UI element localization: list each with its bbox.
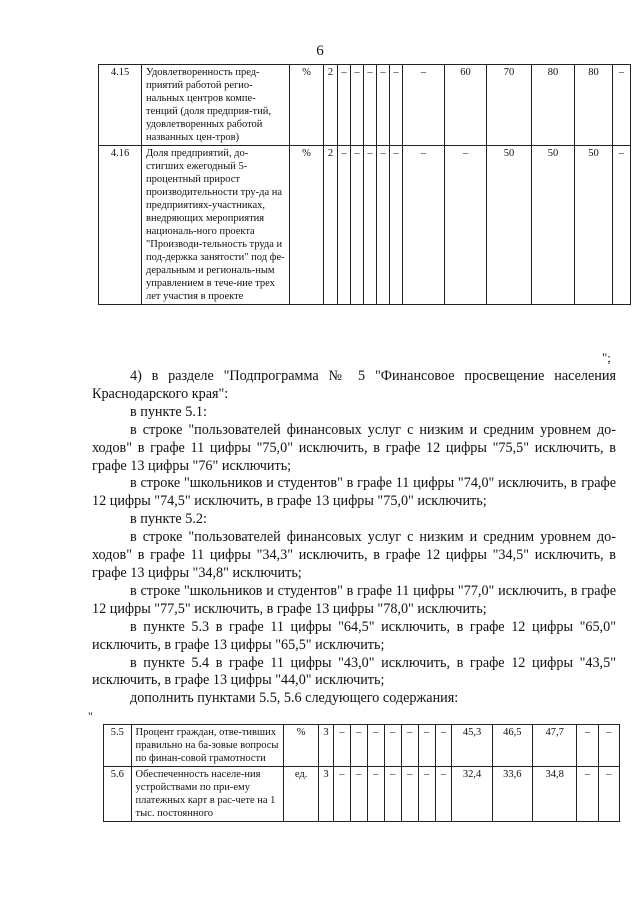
- row-dash: –: [367, 767, 384, 822]
- paragraph: в строке "пользователей финансовых услуг с низким и средним уровнем до-ходов" в графе 11 цифры "34,3" исключить, в графе 12 цифры "34,5" исключить, в графе 13 цифры "34,8" исключить;: [92, 529, 616, 581]
- row-col-12: 46,5: [492, 725, 532, 767]
- row-dash: –: [364, 146, 377, 305]
- paragraph: в пункте 5.3 в графе 11 цифры "64,5" исключить, в графе 12 цифры "65,0" исключить, в графе 13 цифры "65,5" исключить;: [92, 618, 616, 653]
- row-dash: –: [418, 767, 435, 822]
- row-col-13: 50: [532, 146, 575, 305]
- row-dash: –: [338, 146, 351, 305]
- row-description: Доля предприятий, до-стигших ежегодный 5-процентный прирост производительности тру-да на предприятиях-участниках, внедряющих мероприятия националь-ного проекта "Производи-тельность труда и под-держка занятости" под фе-деральным и региональ-ным управлением в тече-ние трех лет участия в проекте: [142, 146, 290, 305]
- row-number: 5.6: [104, 767, 132, 822]
- row-unit: %: [290, 65, 324, 146]
- row-col-11: 45,3: [452, 725, 492, 767]
- row-dash: –: [384, 725, 401, 767]
- row-col-4: 3: [319, 767, 334, 822]
- row-description: Удовлетворенность пред-приятий работой регио-нальных центров компе-тенций (доля предприя-тий, удовлетворенных работой названных цен-тров): [142, 65, 290, 146]
- row-col-14: 80: [575, 65, 613, 146]
- row-unit: %: [290, 146, 324, 305]
- indicator-table-bottom: [103, 724, 620, 822]
- table-row: [104, 725, 620, 767]
- row-col-11: 60: [445, 65, 487, 146]
- row-col-12: 70: [487, 65, 532, 146]
- indicator-table-top: [98, 64, 631, 305]
- row-col-13: 80: [532, 65, 575, 146]
- row-col-12: 50: [487, 146, 532, 305]
- paragraph: в строке "школьников и студентов" в графе 11 цифры "74,0" исключить, в графе 12 цифры "74,5" исключить, в графе 13 цифры "75,0" исключить;: [92, 475, 616, 510]
- row-dash: –: [333, 767, 350, 822]
- row-number: 4.16: [99, 146, 142, 305]
- paragraph: в пункте 5.1:: [130, 403, 207, 420]
- paragraph: в пункте 5.4 в графе 11 цифры "43,0" исключить, в графе 12 цифры "43,5" исключить, в графе 13 цифры "44,0" исключить;: [92, 654, 616, 689]
- row-description: Обеспеченность населе-ния устройствами по при-ему платежных карт в рас-чете на 1 тыс. постоянного: [131, 767, 284, 822]
- closing-quote: ";: [602, 350, 611, 365]
- row-col-13: 34,8: [532, 767, 577, 822]
- row-dash: –: [401, 767, 418, 822]
- row-dash: –: [384, 767, 401, 822]
- row-col-14: –: [577, 767, 598, 822]
- row-col-4: 2: [324, 146, 338, 305]
- paragraph: 4) в разделе "Подпрограмма № 5 "Финансовое просвещение населения Краснодарского края":: [92, 368, 616, 402]
- amendment-text: [92, 368, 616, 708]
- row-col-4: 3: [319, 725, 334, 767]
- row-col-15: –: [598, 767, 619, 822]
- row-col-14: 50: [575, 146, 613, 305]
- paragraph: в строке "школьников и студентов" в графе 11 цифры "77,0" исключить, в графе 12 цифры "77,5" исключить, в графе 13 цифры "78,0" исключить;: [92, 582, 616, 617]
- paragraph: в пункте 5.2:: [130, 511, 207, 528]
- row-col-12: 33,6: [492, 767, 532, 822]
- row-col-13: 47,7: [532, 725, 577, 767]
- row-dash: –: [401, 725, 418, 767]
- row-dash: –: [377, 146, 390, 305]
- row-dash: –: [435, 725, 452, 767]
- row-dash: –: [367, 725, 384, 767]
- row-number: 5.5: [104, 725, 132, 767]
- row-dash: –: [377, 65, 390, 146]
- row-col-4: 2: [324, 65, 338, 146]
- row-description: Процент граждан, отве-тивших правильно на ба-зовые вопросы по финан-совой грамотности: [131, 725, 284, 767]
- row-dash: –: [418, 725, 435, 767]
- row-dash: –: [403, 146, 445, 305]
- row-col-15: –: [598, 725, 619, 767]
- row-col-15: –: [613, 65, 631, 146]
- opening-quote: ": [88, 709, 93, 723]
- row-dash: –: [351, 146, 364, 305]
- row-dash: –: [390, 146, 403, 305]
- table-row: [99, 146, 631, 305]
- row-dash: –: [435, 767, 452, 822]
- row-unit: %: [284, 725, 319, 767]
- table-row: [99, 65, 631, 146]
- row-dash: –: [390, 65, 403, 146]
- row-dash: –: [338, 65, 351, 146]
- page-number: 6: [316, 43, 324, 59]
- row-dash: –: [350, 767, 367, 822]
- row-col-14: –: [577, 725, 598, 767]
- row-unit: ед.: [284, 767, 319, 822]
- row-col-15: –: [613, 146, 631, 305]
- row-number: 4.15: [99, 65, 142, 146]
- row-dash: –: [351, 65, 364, 146]
- row-col-11: –: [445, 146, 487, 305]
- row-dash: –: [403, 65, 445, 146]
- table-row: [104, 767, 620, 822]
- paragraph: в строке "пользователей финансовых услуг с низким и средним уровнем до-ходов" в графе 11 цифры "75,0" исключить, в графе 12 цифры "75,5" исключить, в графе 13 цифры "76" исключить;: [92, 421, 616, 474]
- row-col-11: 32,4: [452, 767, 492, 822]
- row-dash: –: [333, 725, 350, 767]
- row-dash: –: [364, 65, 377, 146]
- paragraph: дополнить пунктами 5.5, 5.6 следующего содержания:: [130, 690, 459, 707]
- row-dash: –: [350, 725, 367, 767]
